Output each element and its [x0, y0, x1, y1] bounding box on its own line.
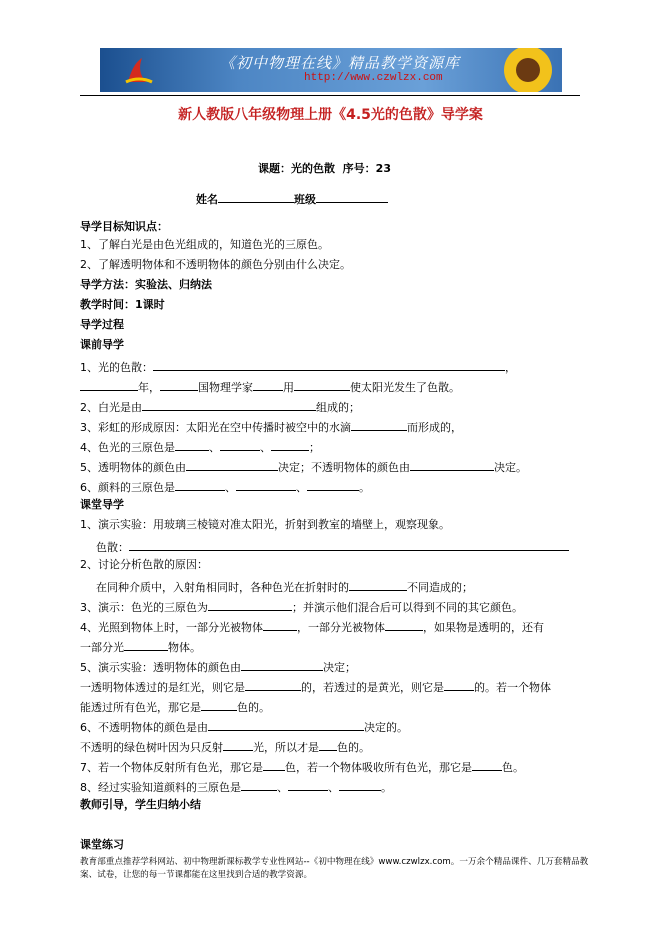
- blank[interactable]: [319, 738, 337, 751]
- pre-q5: [80, 458, 527, 475]
- class-q5-object: 的。若一个物体: [474, 681, 551, 694]
- separator: 、: [209, 441, 220, 454]
- pre-q4-end: ；: [309, 441, 320, 454]
- blank[interactable]: [241, 658, 323, 671]
- blank[interactable]: [385, 618, 423, 631]
- separator: 、: [277, 781, 288, 794]
- pre-q5-text: 5、透明物体的颜色由: [80, 461, 186, 474]
- blank[interactable]: [142, 398, 316, 411]
- pre-q1-end: 使太阳光发生了色散。: [350, 381, 460, 394]
- class-q1-dispersion: [96, 538, 569, 555]
- lesson-info: [258, 162, 391, 176]
- blank[interactable]: [175, 438, 209, 451]
- class-q4-mid: ，一部分光被物体: [297, 621, 385, 634]
- class-q7-end: 色。: [502, 761, 524, 774]
- blank[interactable]: [263, 618, 297, 631]
- blank[interactable]: [263, 758, 285, 771]
- pre-q3-end: 而形成的，: [407, 421, 462, 434]
- class-q8-end: 。: [381, 781, 392, 794]
- class-q3: [80, 598, 523, 615]
- blank[interactable]: [124, 638, 168, 651]
- class-q7-text: 7、若一个物体反射所有色光，那它是: [80, 761, 263, 774]
- separator: 、: [328, 781, 339, 794]
- pre-q5-mid: 决定；不透明物体的颜色由: [278, 461, 410, 474]
- sunflower-icon: [500, 48, 556, 92]
- banner-url[interactable]: http://www.czwlzx.com: [304, 72, 443, 84]
- page-title: 新人教版八年级物理上册《4.5光的色散》导学案: [178, 107, 483, 123]
- separator: 、: [296, 481, 307, 494]
- blank[interactable]: [245, 678, 301, 691]
- class-q4-cont: [80, 638, 201, 655]
- pre-q6-end: 。: [359, 481, 370, 494]
- class-q2: 2、讨论分析色散的原因：: [80, 558, 208, 571]
- pre-q5-end: 决定。: [494, 461, 527, 474]
- pre-q1-text: 1、光的色散：: [80, 361, 153, 374]
- blank[interactable]: [153, 358, 505, 371]
- pre-q6-text: 6、颜料的三原色是: [80, 481, 175, 494]
- blank[interactable]: [349, 578, 407, 591]
- class-blank[interactable]: [316, 190, 388, 203]
- blank[interactable]: [294, 378, 350, 391]
- name-label: 姓名: [196, 193, 218, 206]
- header-banner: [100, 48, 562, 92]
- goal-1: 1、了解白光是由色光组成的，知道色光的三原色。: [80, 238, 329, 251]
- class-q6-leaf-mid: 光，所以才是: [253, 741, 319, 754]
- blank[interactable]: [80, 378, 138, 391]
- class-q1: 1、演示实验：用玻璃三棱镜对准太阳光，折射到教室的墙壁上，观察现象。: [80, 518, 450, 531]
- class-q6-end: 决定的。: [364, 721, 408, 734]
- pre-q1-year: 年，: [138, 381, 160, 394]
- practice-heading: 课堂练习: [80, 838, 124, 851]
- separator: 、: [260, 441, 271, 454]
- goals-heading: 导学目标知识点：: [80, 220, 168, 233]
- blank[interactable]: [410, 458, 494, 471]
- class-q5-yellow: 的，若透过的是黄光，则它是: [301, 681, 444, 694]
- pre-q1: [80, 358, 516, 375]
- blank[interactable]: [208, 718, 364, 731]
- blank[interactable]: [253, 378, 283, 391]
- dispersion-label: 色散：: [96, 541, 129, 554]
- pre-q4-text: 4、色光的三原色是: [80, 441, 175, 454]
- blank[interactable]: [186, 458, 278, 471]
- pre-q3-text: 3、彩虹的形成原因：太阳光在空中传播时被空中的水滴: [80, 421, 351, 434]
- pre-q1-comma: ，: [505, 361, 516, 374]
- class-q5-all: [80, 698, 270, 715]
- student-info: [196, 190, 388, 207]
- class-q6: [80, 718, 408, 735]
- pre-q1-use: 用: [283, 381, 294, 394]
- class-q4-object: 物体。: [168, 641, 201, 654]
- blank[interactable]: [271, 438, 309, 451]
- name-blank[interactable]: [218, 190, 294, 203]
- pre-q2-end: 组成的；: [316, 401, 360, 414]
- blank[interactable]: [223, 738, 253, 751]
- class-q7-mid: 色，若一个物体吸收所有色光，那它是: [285, 761, 472, 774]
- class-q5-text: 5、演示实验：透明物体的颜色由: [80, 661, 241, 674]
- class-q2-text: 在同种介质中，入射角相同时，各种色光在折射时的: [96, 581, 349, 594]
- site-logo-icon: [122, 54, 154, 86]
- blank[interactable]: [307, 478, 359, 491]
- class-q2-end: 不同造成的；: [407, 581, 473, 594]
- class-q5-end: 决定；: [323, 661, 356, 674]
- blank[interactable]: [236, 478, 296, 491]
- separator: 、: [225, 481, 236, 494]
- blank[interactable]: [444, 678, 474, 691]
- pre-q2: [80, 398, 360, 415]
- blank[interactable]: [288, 778, 328, 791]
- blank[interactable]: [339, 778, 381, 791]
- method-line: 导学方法：实验法、归纳法: [80, 278, 212, 291]
- class-q5: [80, 658, 356, 675]
- pre-q4: [80, 438, 320, 455]
- blank[interactable]: [129, 538, 569, 551]
- class-q4-end: ，如果物是透明的，还有: [423, 621, 544, 634]
- class-q4: [80, 618, 544, 635]
- pre-q3: [80, 418, 462, 435]
- class-q4-text: 4、光照到物体上时，一部分光被物体: [80, 621, 263, 634]
- class-q4-part: 一部分光: [80, 641, 124, 654]
- class-q5-all-end: 色的。: [237, 701, 270, 714]
- blank[interactable]: [351, 418, 407, 431]
- blank[interactable]: [175, 478, 225, 491]
- header-rule: [80, 95, 580, 96]
- class-q3-end: ；并演示他们混合后可以得到不同的其它颜色。: [292, 601, 523, 614]
- summary-heading: 教师引导，学生归纳小结: [80, 798, 201, 811]
- footer-note: 教育部重点推荐学科网站、初中物理新课标教学专业性网站--《初中物理在线》www.czwlzx.com。一万余个精品课件、几万套精品教案、试卷，让您的每一节课都能在这里找到合适的教学资源。: [80, 857, 589, 880]
- class-q3-text: 3、演示：色光的三原色为: [80, 601, 208, 614]
- blank[interactable]: [241, 778, 277, 791]
- class-q7: [80, 758, 524, 775]
- goal-2: 2、了解透明物体和不透明物体的颜色分别由什么决定。: [80, 258, 351, 271]
- sequence-label: 序号：23: [342, 162, 391, 175]
- blank[interactable]: [220, 438, 260, 451]
- pre-q2-text: 2、白光是由: [80, 401, 142, 414]
- class-q5-red: [80, 678, 551, 695]
- process-heading: 导学过程: [80, 318, 124, 331]
- blank[interactable]: [201, 698, 237, 711]
- in-class-heading: 课堂导学: [80, 498, 124, 511]
- blank[interactable]: [208, 598, 292, 611]
- class-q6-leaf-text: 不透明的绿色树叶因为只反射: [80, 741, 223, 754]
- banner-title: 《初中物理在线》精品教学资源库: [220, 54, 461, 72]
- class-q2-cont: [96, 578, 473, 595]
- pre-q1-cont: [80, 378, 460, 395]
- blank[interactable]: [472, 758, 502, 771]
- class-q6-leaf-end: 色的。: [337, 741, 370, 754]
- time-line: 教学时间：1课时: [80, 298, 165, 311]
- pre-q1-physicist: 国物理学家: [198, 381, 253, 394]
- class-q5-red-text: 一透明物体透过的是红光，则它是: [80, 681, 245, 694]
- class-q8: [80, 778, 392, 795]
- class-q5-all-text: 能透过所有色光，那它是: [80, 701, 201, 714]
- class-q6-leaf: [80, 738, 370, 755]
- pre-class-heading: 课前导学: [80, 338, 124, 351]
- pre-q6: [80, 478, 370, 495]
- class-q8-text: 8、经过实验知道颜料的三原色是: [80, 781, 241, 794]
- class-q6-text: 6、不透明物体的颜色是由: [80, 721, 208, 734]
- class-label: 班级: [294, 193, 316, 206]
- blank[interactable]: [160, 378, 198, 391]
- lesson-label: 课题：光的色散: [258, 162, 335, 175]
